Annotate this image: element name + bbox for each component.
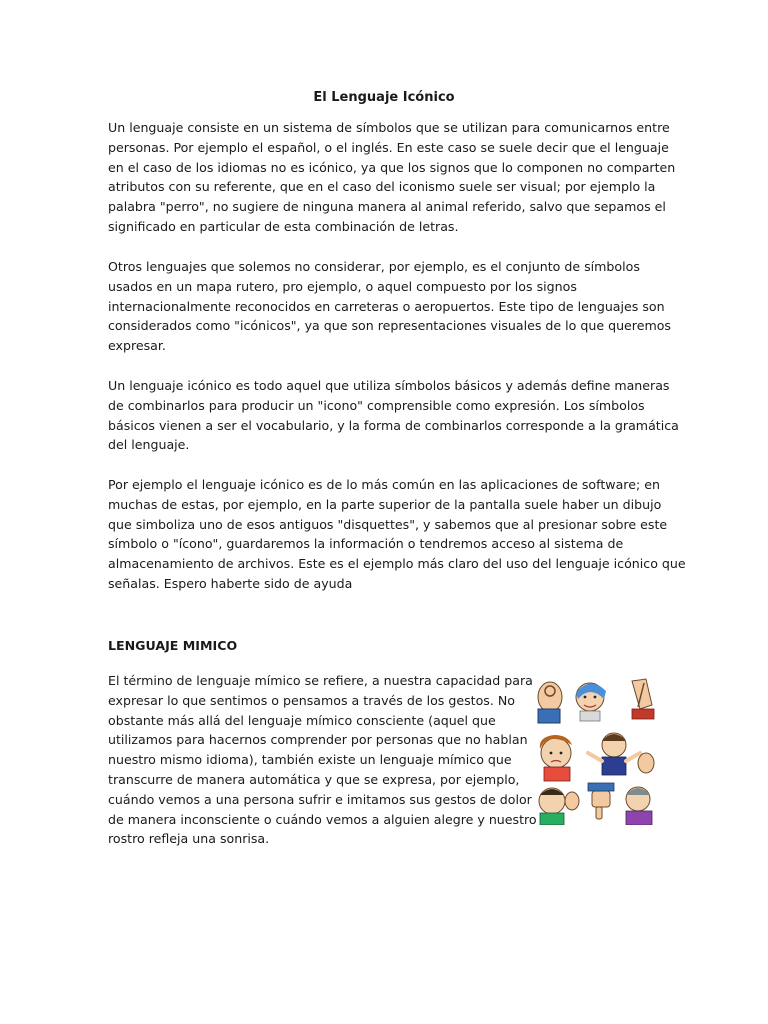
paragraph-2 xyxy=(108,257,671,356)
paragraph-line: señalas. Espero haberte sido de ayuda xyxy=(108,575,353,591)
paragraph-line: utilizamos para hacernos comprender por personas que no hablan xyxy=(108,732,528,748)
paragraph-line: rostro refleja una sonrisa. xyxy=(108,831,270,847)
paragraph-line: cuándo vemos a una persona sufrir e imitamos sus gestos de dolor xyxy=(108,791,532,807)
paragraph-line: del lenguaje. xyxy=(108,437,190,453)
paragraph-line: considerados como "icónicos", ya que son representaciones visuales de lo que queremos xyxy=(108,318,671,334)
paragraph-line: expresar lo que sentimos o pensamos a través de los gestos. No xyxy=(108,692,516,708)
ok-hand-figure xyxy=(538,682,562,723)
paragraph-line: Un lenguaje icónico es todo aquel que utiliza símbolos básicos y además define maneras xyxy=(108,378,670,393)
paragraph-line: Un lenguaje consiste en un sistema de símbolos que se utilizan para comunicarnos entre xyxy=(108,120,670,135)
paragraph-line: El término de lenguaje mímico se refiere, a nuestra capacidad para xyxy=(108,673,533,688)
paragraph-line: básicos vienen a ser el vocabulario, y la forma de combinarlos corresponde a la gramática xyxy=(108,417,679,433)
thinking-man-figure xyxy=(626,787,652,825)
crossed-fingers-figure xyxy=(632,679,654,719)
paragraph-line: internacionalmente reconocidos en carreteras o aeropuertos. Este tipo de lenguajes son xyxy=(108,298,665,314)
section-heading: LENGUAJE MIMICO xyxy=(108,638,238,653)
paragraph-line: expresar. xyxy=(108,338,166,354)
paragraph-line: significado en particular de esta combinación de letras. xyxy=(108,218,459,234)
paragraph-3 xyxy=(108,376,679,455)
paragraph-line: palabra "perro", no sugiere de ninguna manera al animal referido, salvo que sepamos el xyxy=(108,199,666,215)
thumbs-down-figure xyxy=(588,783,614,819)
paragraph-1 xyxy=(108,118,676,237)
woman-figure xyxy=(576,683,606,721)
gestures-clipart xyxy=(528,675,664,825)
paragraph-line: que simboliza uno de esos antiguos "disquettes", y sabemos que al presionar sobre este xyxy=(108,516,668,532)
paragraph-line: personas. Por ejemplo el español, o el inglés. En este caso se suele decir que el lenguaje xyxy=(108,139,669,155)
upset-woman-figure xyxy=(540,735,572,781)
man-figure xyxy=(539,788,579,825)
document-title: El Lenguaje Icónico xyxy=(313,90,455,105)
paragraph-line: obstante más allá del lenguaje mímico consciente (aquel que xyxy=(108,712,496,728)
paragraph-line: atributos con su referente, que en el caso del iconismo suele ser visual; por ejemplo la xyxy=(108,179,656,195)
shrug-man-figure xyxy=(588,733,654,775)
paragraph-line: almacenamiento de archivos. Este es el ejemplo más claro del uso del lenguaje icónico que xyxy=(108,556,686,572)
paragraph-line: de manera inconsciente o cuándo vemos a alguien alegre y nuestro xyxy=(108,811,537,827)
paragraph-line: símbolo o "ícono", guardaremos la información o tendremos acceso al sistema de xyxy=(108,536,624,552)
paragraph-line: nuestro mismo idioma), también existe un lenguaje mímico que xyxy=(108,752,512,768)
paragraph-line: usados en un mapa rutero, pro ejemplo, o aquel compuesto por los signos xyxy=(108,278,577,294)
paragraph-4 xyxy=(108,475,686,594)
paragraph-line: de combinarlos para producir un "icono" comprensible como expresión. Los símbolos xyxy=(108,397,645,413)
section-paragraph xyxy=(108,671,537,849)
paragraph-line: transcurre de manera automática y que se expresa, por ejemplo, xyxy=(108,771,520,787)
paragraph-line: Por ejemplo el lenguaje icónico es de lo más común en las aplicaciones de software; en xyxy=(108,477,660,492)
paragraph-line: Otros lenguajes que solemos no considerar, por ejemplo, es el conjunto de símbolos xyxy=(108,259,640,274)
paragraph-line: muchas de estas, por ejemplo, en la parte superior de la pantalla suele haber un dibujo xyxy=(108,496,662,512)
paragraph-line: en el caso de los idiomas no es icónico, ya que los signos que lo componen no comparten xyxy=(108,159,676,175)
